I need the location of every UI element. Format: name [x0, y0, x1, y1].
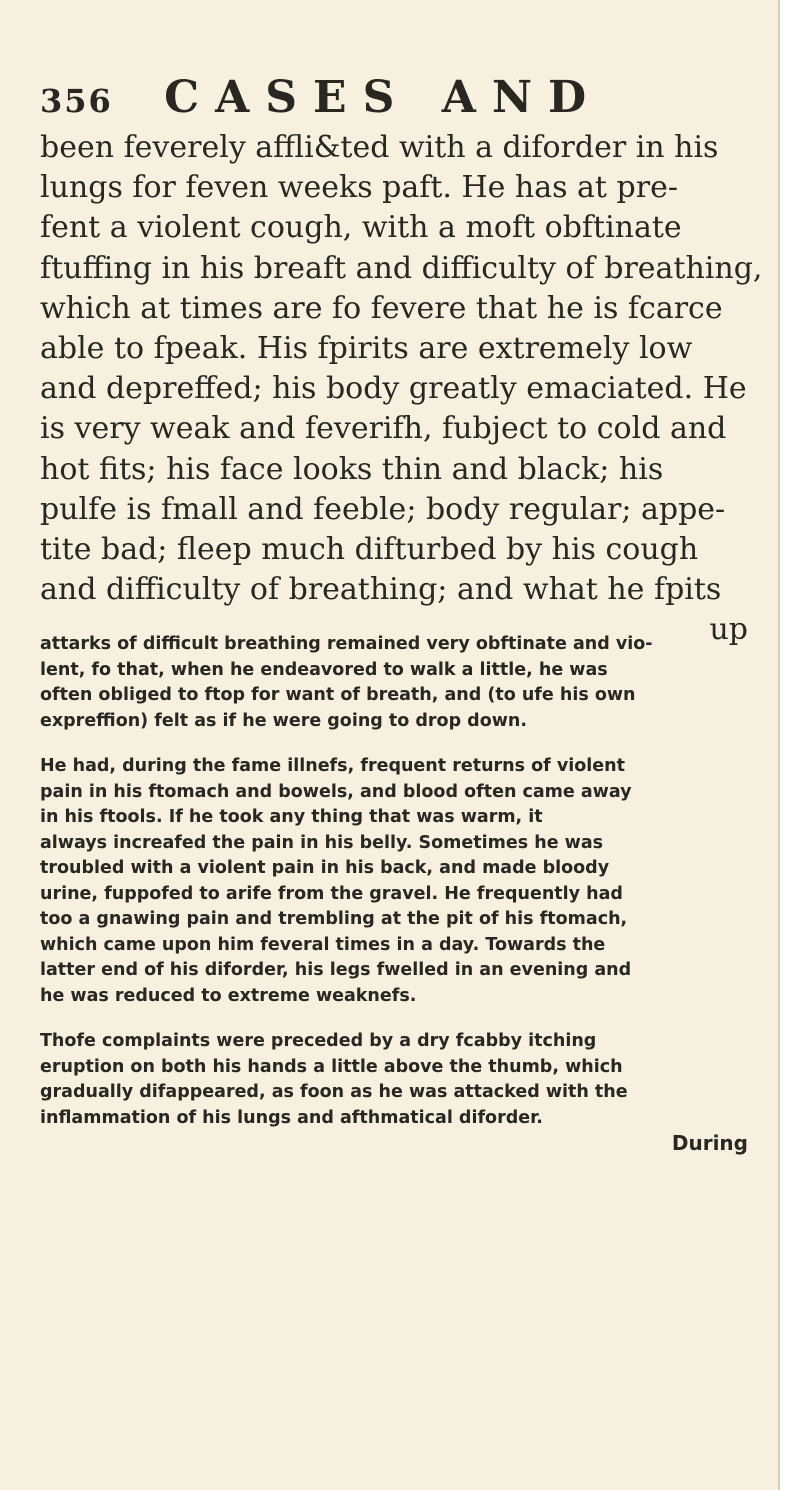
footnote-paragraph [40, 754, 788, 1009]
note-line: Thofe complaints were preceded by a dry fcabby itching [40, 1031, 597, 1051]
note-line: troubled with a violent pain in his back, and made bloody [40, 858, 610, 878]
note-line: urine, fuppofed to arife from the gravel. He frequently had [40, 883, 623, 904]
note-line: in his ftools. If he took any thing that was warm, it [40, 807, 543, 827]
running-title: CASES AND [164, 72, 603, 123]
text-line: fent a violent cough, with a moft obftinate [40, 210, 682, 246]
text-line: ftuffing in his breaft and difficulty of breathing, [40, 250, 763, 286]
text-line: and difficulty of breathing; and what he fpits [40, 572, 722, 608]
main-text [40, 128, 788, 651]
text-line: and depreffed; his body greatly emaciated. He [40, 371, 747, 407]
note-line: latter end of his diforder, his legs fwelled in an evening and [40, 960, 632, 980]
note-line: lent, fo that, when he endeavored to walk a little, he was [40, 659, 608, 680]
note-line: often obliged to ftop for want of breath, and (to ufe his own [40, 685, 636, 705]
text-line: pulfe is fmall and feeble; body regular; appe- [40, 491, 726, 527]
text-line: been feverely affli&ted with a diforder in his [40, 130, 719, 165]
note-line: He had, during the fame illnefs, frequent returns of violent [40, 756, 625, 776]
text-line: is very weak and feverifh, fubject to cold and [40, 411, 727, 447]
text-line: which at times are fo fevere that he is fcarce [40, 290, 723, 326]
note-line: too a gnawing pain and trembling at the pit of his ftomach, [40, 909, 628, 929]
note-line: which came upon him feveral times in a day. Towards the [40, 934, 606, 955]
note-line: he was reduced to extreme weaknefs. [40, 985, 417, 1006]
note-line: eruption on both his hands a little above the thumb, which [40, 1056, 623, 1077]
note-line: expreffion) felt as if he were going to drop down. [40, 710, 528, 731]
note-line: pain in his ftomach and bowels, and blood often came away [40, 781, 632, 802]
footnote-paragraph [40, 1029, 788, 1157]
page-number: 356 [40, 82, 113, 120]
catchword: During [671, 1131, 748, 1155]
text-line: tite bad; fleep much difturbed by his cough [40, 532, 699, 568]
text-line: able to fpeak. His fpirits are extremely low [40, 331, 693, 367]
note-line: always increafed the pain in his belly. Sometimes he was [40, 832, 604, 853]
text-line: hot fits; his face looks thin and black; his [40, 451, 664, 487]
catchword: up [709, 612, 748, 648]
footnote-block [40, 632, 788, 1177]
footnote-paragraph [40, 632, 788, 734]
running-header [40, 72, 602, 123]
note-line: attarks of difficult breathing remained very obftinate and vio- [40, 634, 653, 654]
text-line: lungs for feven weeks paft. He has at pre- [40, 170, 678, 206]
page-edge [778, 0, 790, 1490]
note-line: gradually difappeared, as foon as he was attacked with the [40, 1082, 628, 1102]
note-line: inflammation of his lungs and afthmatical diforder. [40, 1107, 543, 1128]
